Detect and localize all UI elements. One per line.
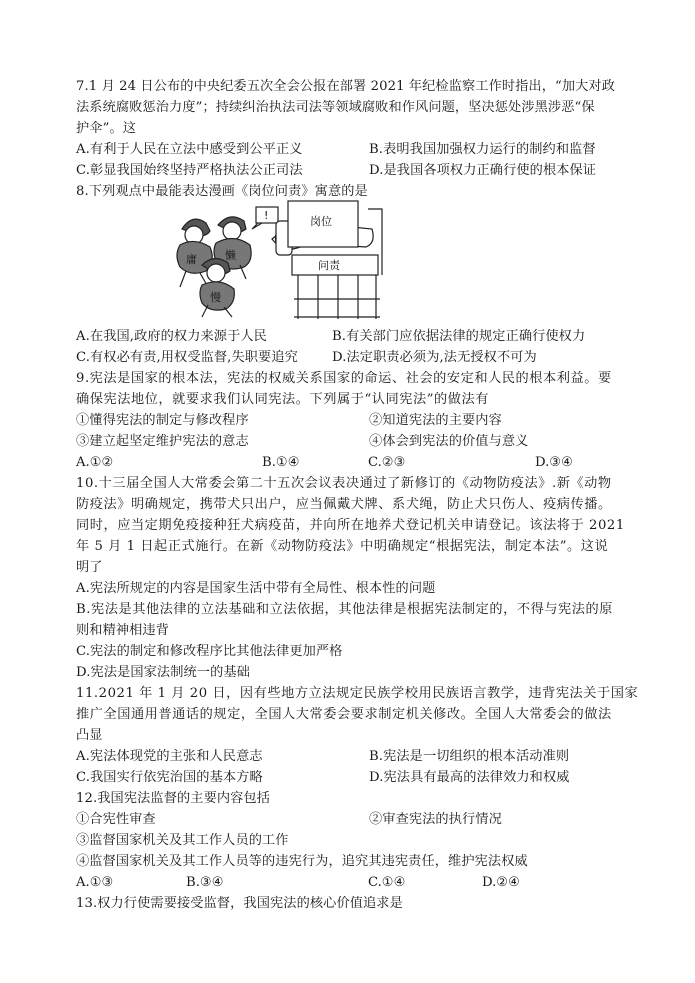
q12-item-1: ①合宪性审查	[76, 812, 156, 827]
q9-option-c: C.②③	[368, 455, 406, 470]
q8-stem: 8.下列观点中最能表达漫画《岗位问责》寓意的是	[76, 184, 368, 199]
q7-stem-line-2: 法系统腐败惩治力度”；持续纠治执法司法等领域腐败和作风问题，坚决惩处涉黑涉恶“保	[76, 100, 595, 115]
cartoon-gangwei-wenze	[172, 199, 394, 321]
q9-option-b: B.①④	[262, 455, 300, 470]
q12-option-a: A.①③	[76, 875, 114, 890]
q11-stem-line-3: 凸显	[76, 728, 103, 743]
cartoon-label-exclaim: !	[264, 209, 269, 222]
q8-option-a: A.在我国,政府的权力来源于人民	[76, 329, 267, 344]
q7-option-c: C.彰显我国始终坚持严格执法公正司法	[76, 163, 303, 178]
q12-item-4: ④监督国家机关及其工作人员等的违宪行为，追究其违宪责任，维护宪法权威	[76, 854, 528, 869]
q7-stem-line-3: 护伞”。这	[76, 121, 136, 136]
q11-option-c: C.我国实行依宪治国的基本方略	[76, 770, 263, 785]
q9-option-d: D.③④	[535, 455, 573, 470]
q9-item-2: ②知道宪法的主要内容	[369, 413, 502, 428]
cartoon-label-gangwei: 岗位	[310, 215, 332, 228]
cartoon-label-lan: 懒	[225, 249, 236, 262]
q13-stem: 13.权力行使需要接受监督，我国宪法的核心价值追求是	[76, 896, 403, 911]
q12-option-b: B.③④	[186, 875, 224, 890]
cartoon-label-man: 慢	[210, 291, 221, 304]
q12-item-2: ②审查宪法的执行情况	[369, 812, 502, 827]
q11-stem-line-1: 11.2021 年 1 月 20 日，因有些地方立法规定民族学校用民族语言教学，违背宪法关于国家	[76, 686, 639, 701]
q12-item-3: ③监督国家机关及其工作人员的工作	[76, 833, 289, 848]
q10-option-c: C.宪法的制定和修改程序比其他法律更加严格	[76, 644, 343, 659]
q9-stem-line-2: 确保宪法地位，就要求我们认同宪法。下列属于“认同宪法”的做法有	[76, 392, 489, 407]
q9-item-3: ③建立起坚定维护宪法的意志	[76, 434, 249, 449]
q11-option-a: A.宪法体现党的主张和人民意志	[76, 749, 263, 764]
q7-option-a: A.有利于人民在立法中感受到公平正义	[76, 142, 303, 157]
q12-option-c: C.①④	[368, 875, 406, 890]
q12-option-d: D.②④	[482, 875, 520, 890]
q8-option-d: D.法定职责必须为,法无授权不可为	[332, 350, 537, 365]
q11-stem-line-2: 推广全国通用普通话的规定，全国人大常委会要求制定机关修改。全国人大常委会的做法	[76, 707, 612, 722]
q10-stem-line-2: 防疫法》明确规定，携带犬只出户，应当佩戴犬牌、系犬绳，防止犬只伤人、疫病传播。	[76, 497, 612, 512]
q10-stem-line-1: 10.十三届全国人大常委会第二十五次会议表决通过了新修订的《动物防疫法》.新《动物	[76, 476, 612, 491]
q10-option-b-cont: 则和精神相违背	[76, 623, 170, 638]
q7-stem-line-1: 7.1 月 24 日公布的中央纪委五次全会公报在部署 2021 年纪检监察工作时指出，“加大对政	[76, 79, 615, 94]
q7-option-b: B.表明我国加强权力运行的制约和监督	[369, 142, 596, 157]
q9-stem-line-1: 9.宪法是国家的根本法，宪法的权威关系国家的命运、社会的安定和人民的根本利益。要	[76, 371, 612, 386]
cartoon-label-wenze: 问责	[318, 259, 340, 272]
q11-option-b: B.宪法是一切组织的根本活动准则	[369, 749, 570, 764]
q9-option-a: A.①②	[76, 455, 114, 470]
q9-item-1: ①懂得宪法的制定与修改程序	[76, 413, 249, 428]
cartoon-label-yong: 庸	[186, 253, 197, 266]
q10-stem-line-3: 同时，应当定期免疫接种狂犬病疫苗，并向所在地养犬登记机关申请登记。该法将于 2021	[76, 518, 625, 533]
q10-stem-line-5: 明了	[76, 560, 103, 575]
q10-stem-line-4: 年 5 月 1 日起正式施行。在新《动物防疫法》中明确规定“根据宪法，制定本法”。这说	[76, 539, 609, 554]
q9-item-4: ④体会到宪法的价值与意义	[369, 434, 529, 449]
q8-option-c: C.有权必有责,用权受监督,失职要追究	[76, 350, 298, 365]
q11-option-d: D.宪法具有最高的法律效力和权威	[369, 770, 570, 785]
q10-option-b: B.宪法是其他法律的立法基础和立法依据，其他法律是根据宪法制定的，不得与宪法的原	[76, 602, 614, 617]
q12-stem: 12.我国宪法监督的主要内容包括	[76, 791, 271, 806]
q7-option-d: D.是我国各项权力正确行使的根本保证	[369, 163, 597, 178]
q10-option-a: A.宪法所规定的内容是国家生活中带有全局性、根本性的问题	[76, 581, 436, 596]
q8-option-b: B.有关部门应依据法律的规定正确行使权力	[332, 329, 586, 344]
q10-option-d: D.宪法是国家法制统一的基础	[76, 665, 250, 680]
